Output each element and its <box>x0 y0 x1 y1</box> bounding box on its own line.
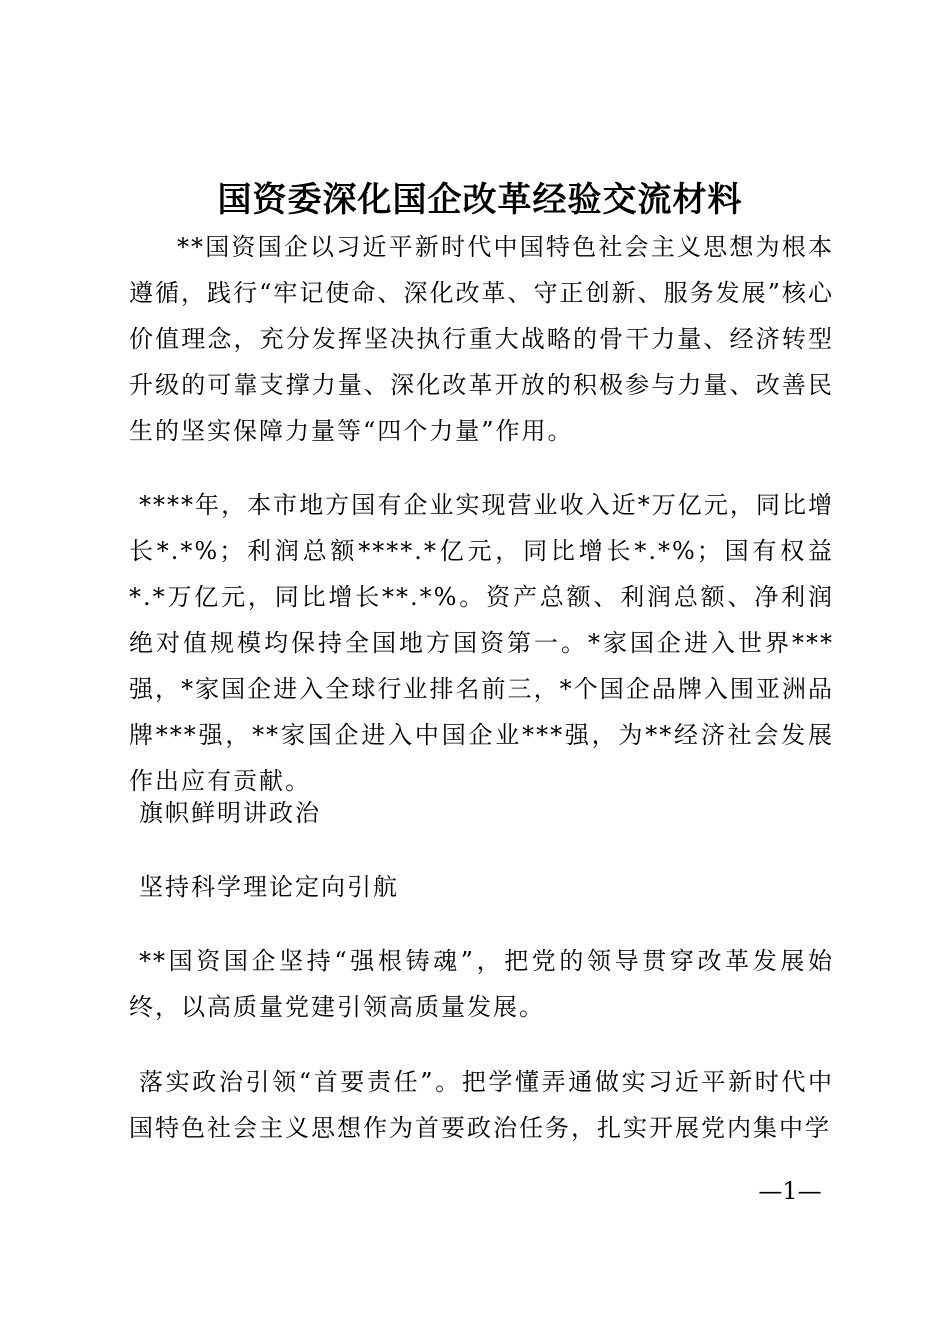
statistics-paragraph: ****年，本市地方国有企业实现营业收入近*万亿元，同比增长*.*%；利润总额****.*亿元，同比增长*.*%；国有权益*.*万亿元，同比增长**.*%。资产总额、利润总额、净利润绝对值规模均保持全国地方国资第一。*家国企进入世界***强，*家国企进入全球行业排名前三，*个国企品牌入围亚洲品牌***强，**家国企进入中国企业***强，为**经济社会发展作出应有贡献。 <box>129 491 834 795</box>
body-paragraph-root: **国资国企坚持“强根铸魂”，把党的领导贯穿改革发展始终，以高质量党建引领高质量发展。 <box>129 947 834 1021</box>
body-paragraph-responsibility: 落实政治引领“首要责任”。把学懂弄通做实习近平新时代中国特色社会主义思想作为首要政治任务，扎实开展党内集中学 <box>129 1068 834 1142</box>
section-heading-politics: 旗帜鲜明讲政治 <box>139 799 321 827</box>
document-title: 国资委深化国企改革经验交流材料 <box>217 180 743 220</box>
intro-paragraph: **国资国企以习近平新时代中国特色社会主义思想为根本遵循，践行“牢记使命、深化改革、守正创新、服务发展”核心价值理念，充分发挥坚决执行重大战略的骨干力量、经济转型升级的可靠支撑力量、深化改革开放的积极参与力量、改善民生的坚实保障力量等“四个力量”作用。 <box>129 233 834 445</box>
page-number: —1— <box>758 1177 822 1205</box>
subsection-heading-theory: 坚持科学理论定向引航 <box>139 873 399 901</box>
